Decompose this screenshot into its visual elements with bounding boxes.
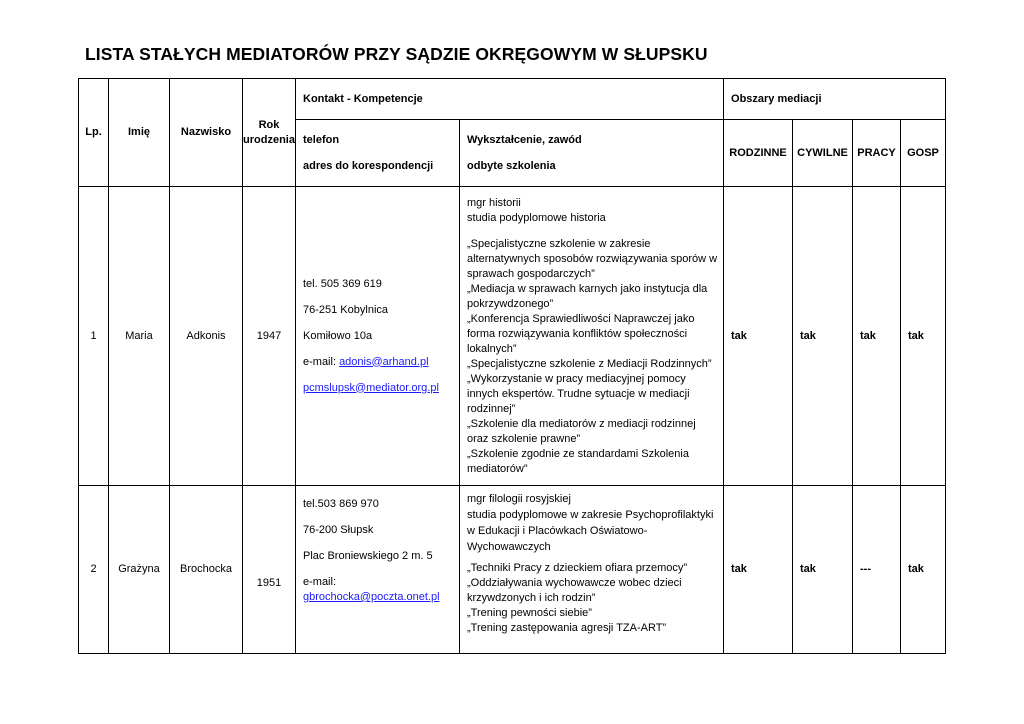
header-szkolenia: odbyte szkolenia: [467, 159, 556, 172]
row-rodzinne: tak: [724, 486, 793, 654]
row-rok: 1951: [243, 486, 296, 654]
row-gosp: tak: [901, 187, 946, 486]
edu-line: studia podyplomowe w zakresie Psychoprofilaktyki w Edukacji i Placówkach Oświatowo-Wychowawczych: [467, 509, 714, 553]
row-nazwisko: Adkonis: [170, 187, 243, 486]
mediators-table: [78, 78, 946, 654]
edu-line: studia podyplomowe historia: [467, 211, 606, 224]
training-item: „Trening zastępowania agresji TZA-ART”: [467, 622, 667, 634]
training-item: „Trening pewności siebie”: [467, 607, 592, 619]
training-item: „Oddziaływania wychowawcze wobec dzieci krzywdzonych i ich rodzin”: [467, 577, 682, 604]
row-email-label: e-mail:: [303, 355, 340, 368]
header-kontakt: Kontakt - Kompetencje: [296, 79, 724, 120]
row-education: [460, 486, 724, 654]
header-obszary: Obszary mediacji: [724, 79, 946, 120]
header-pracy: PRACY: [853, 120, 901, 187]
row-rok: 1947: [243, 187, 296, 486]
training-item: „Szkolenie dla mediatorów z mediacji rodzinnej oraz szkolenie prawne”: [467, 417, 696, 445]
row-contact: [296, 486, 460, 654]
row-tel: tel. 505 369 619: [303, 277, 382, 290]
header-telefon: telefon: [303, 133, 340, 146]
header-education: [460, 120, 724, 187]
row-addr1: 76-200 Słupsk: [303, 524, 374, 536]
page-title: LISTA STAŁYCH MEDIATORÓW PRZY SĄDZIE OKRĘGOWYM W SŁUPSKU: [85, 44, 708, 64]
row-gosp: tak: [901, 486, 946, 654]
row-email-line: [303, 355, 455, 370]
training-item: „Specjalistyczne szkolenie z Mediacji Rodzinnych”: [467, 357, 712, 370]
header-adres: adres do korespondencji: [303, 159, 434, 172]
row-pracy: tak: [853, 187, 901, 486]
row-tel: tel.503 869 970: [303, 498, 379, 510]
header-contact: [296, 120, 460, 187]
row-imie: Grażyna: [109, 486, 170, 654]
row-addr1: 76-251 Kobylnica: [303, 303, 389, 316]
header-lp: Lp.: [79, 79, 109, 187]
table-row: [79, 486, 946, 654]
row-addr2: Komiłowo 10a: [303, 329, 373, 342]
training-item: „Konferencja Sprawiedliwości Naprawczej jako forma rozwiązywania konfliktów społeczności lokalnych”: [467, 312, 695, 355]
row-email-label: e-mail:: [303, 576, 337, 588]
header-nazwisko: Nazwisko: [170, 79, 243, 187]
training-item: „Specjalistyczne szkolenie w zakresie alternatywnych sposobów rozwiązywania sporów w sprawach gospodarczych”: [467, 237, 718, 280]
training-item: „Techniki Pracy z dzieckiem ofiara przemocy”: [467, 562, 688, 574]
training-item: „Szkolenie zgodnie ze standardami Szkolenia mediatorów”: [467, 447, 689, 475]
header-wyksztalcenie: Wykształcenie, zawód: [467, 133, 582, 146]
edu-line: mgr filologii rosyjskiej: [467, 493, 571, 505]
training-item: „Mediacja w sprawach karnych jako instytucja dla pokrzywdzonego”: [467, 282, 708, 310]
row-lp: 1: [79, 187, 109, 486]
email-link[interactable]: adonis@arhand.pl: [339, 355, 429, 368]
header-gosp: GOSP: [901, 120, 946, 187]
row-lp: 2: [79, 486, 109, 654]
table-row: [79, 187, 946, 486]
header-imie: Imię: [109, 79, 170, 187]
row-pracy: ---: [853, 486, 901, 654]
header-rok: Rok urodzenia: [243, 79, 296, 187]
training-item: „Wykorzystanie w pracy mediacyjnej pomocy innych ekspertów. Trudne sytuacje w mediacji rodzinnej”: [467, 372, 690, 415]
email-link-secondary[interactable]: pcmslupsk@mediator.org.pl: [303, 381, 439, 394]
header-rodzinne: RODZINNE: [724, 120, 793, 187]
row-education: [460, 187, 724, 486]
row-cywilne: tak: [793, 486, 853, 654]
row-contact: [296, 187, 460, 486]
row-rodzinne: tak: [724, 187, 793, 486]
edu-line: mgr historii: [467, 196, 521, 209]
email-link[interactable]: gbrochocka@poczta.onet.pl: [303, 591, 440, 603]
row-imie: Maria: [109, 187, 170, 486]
row-cywilne: tak: [793, 187, 853, 486]
header-cywilne: CYWILNE: [793, 120, 853, 187]
row-nazwisko: Brochocka: [170, 486, 243, 654]
row-addr2: Plac Broniewskiego 2 m. 5: [303, 550, 433, 562]
